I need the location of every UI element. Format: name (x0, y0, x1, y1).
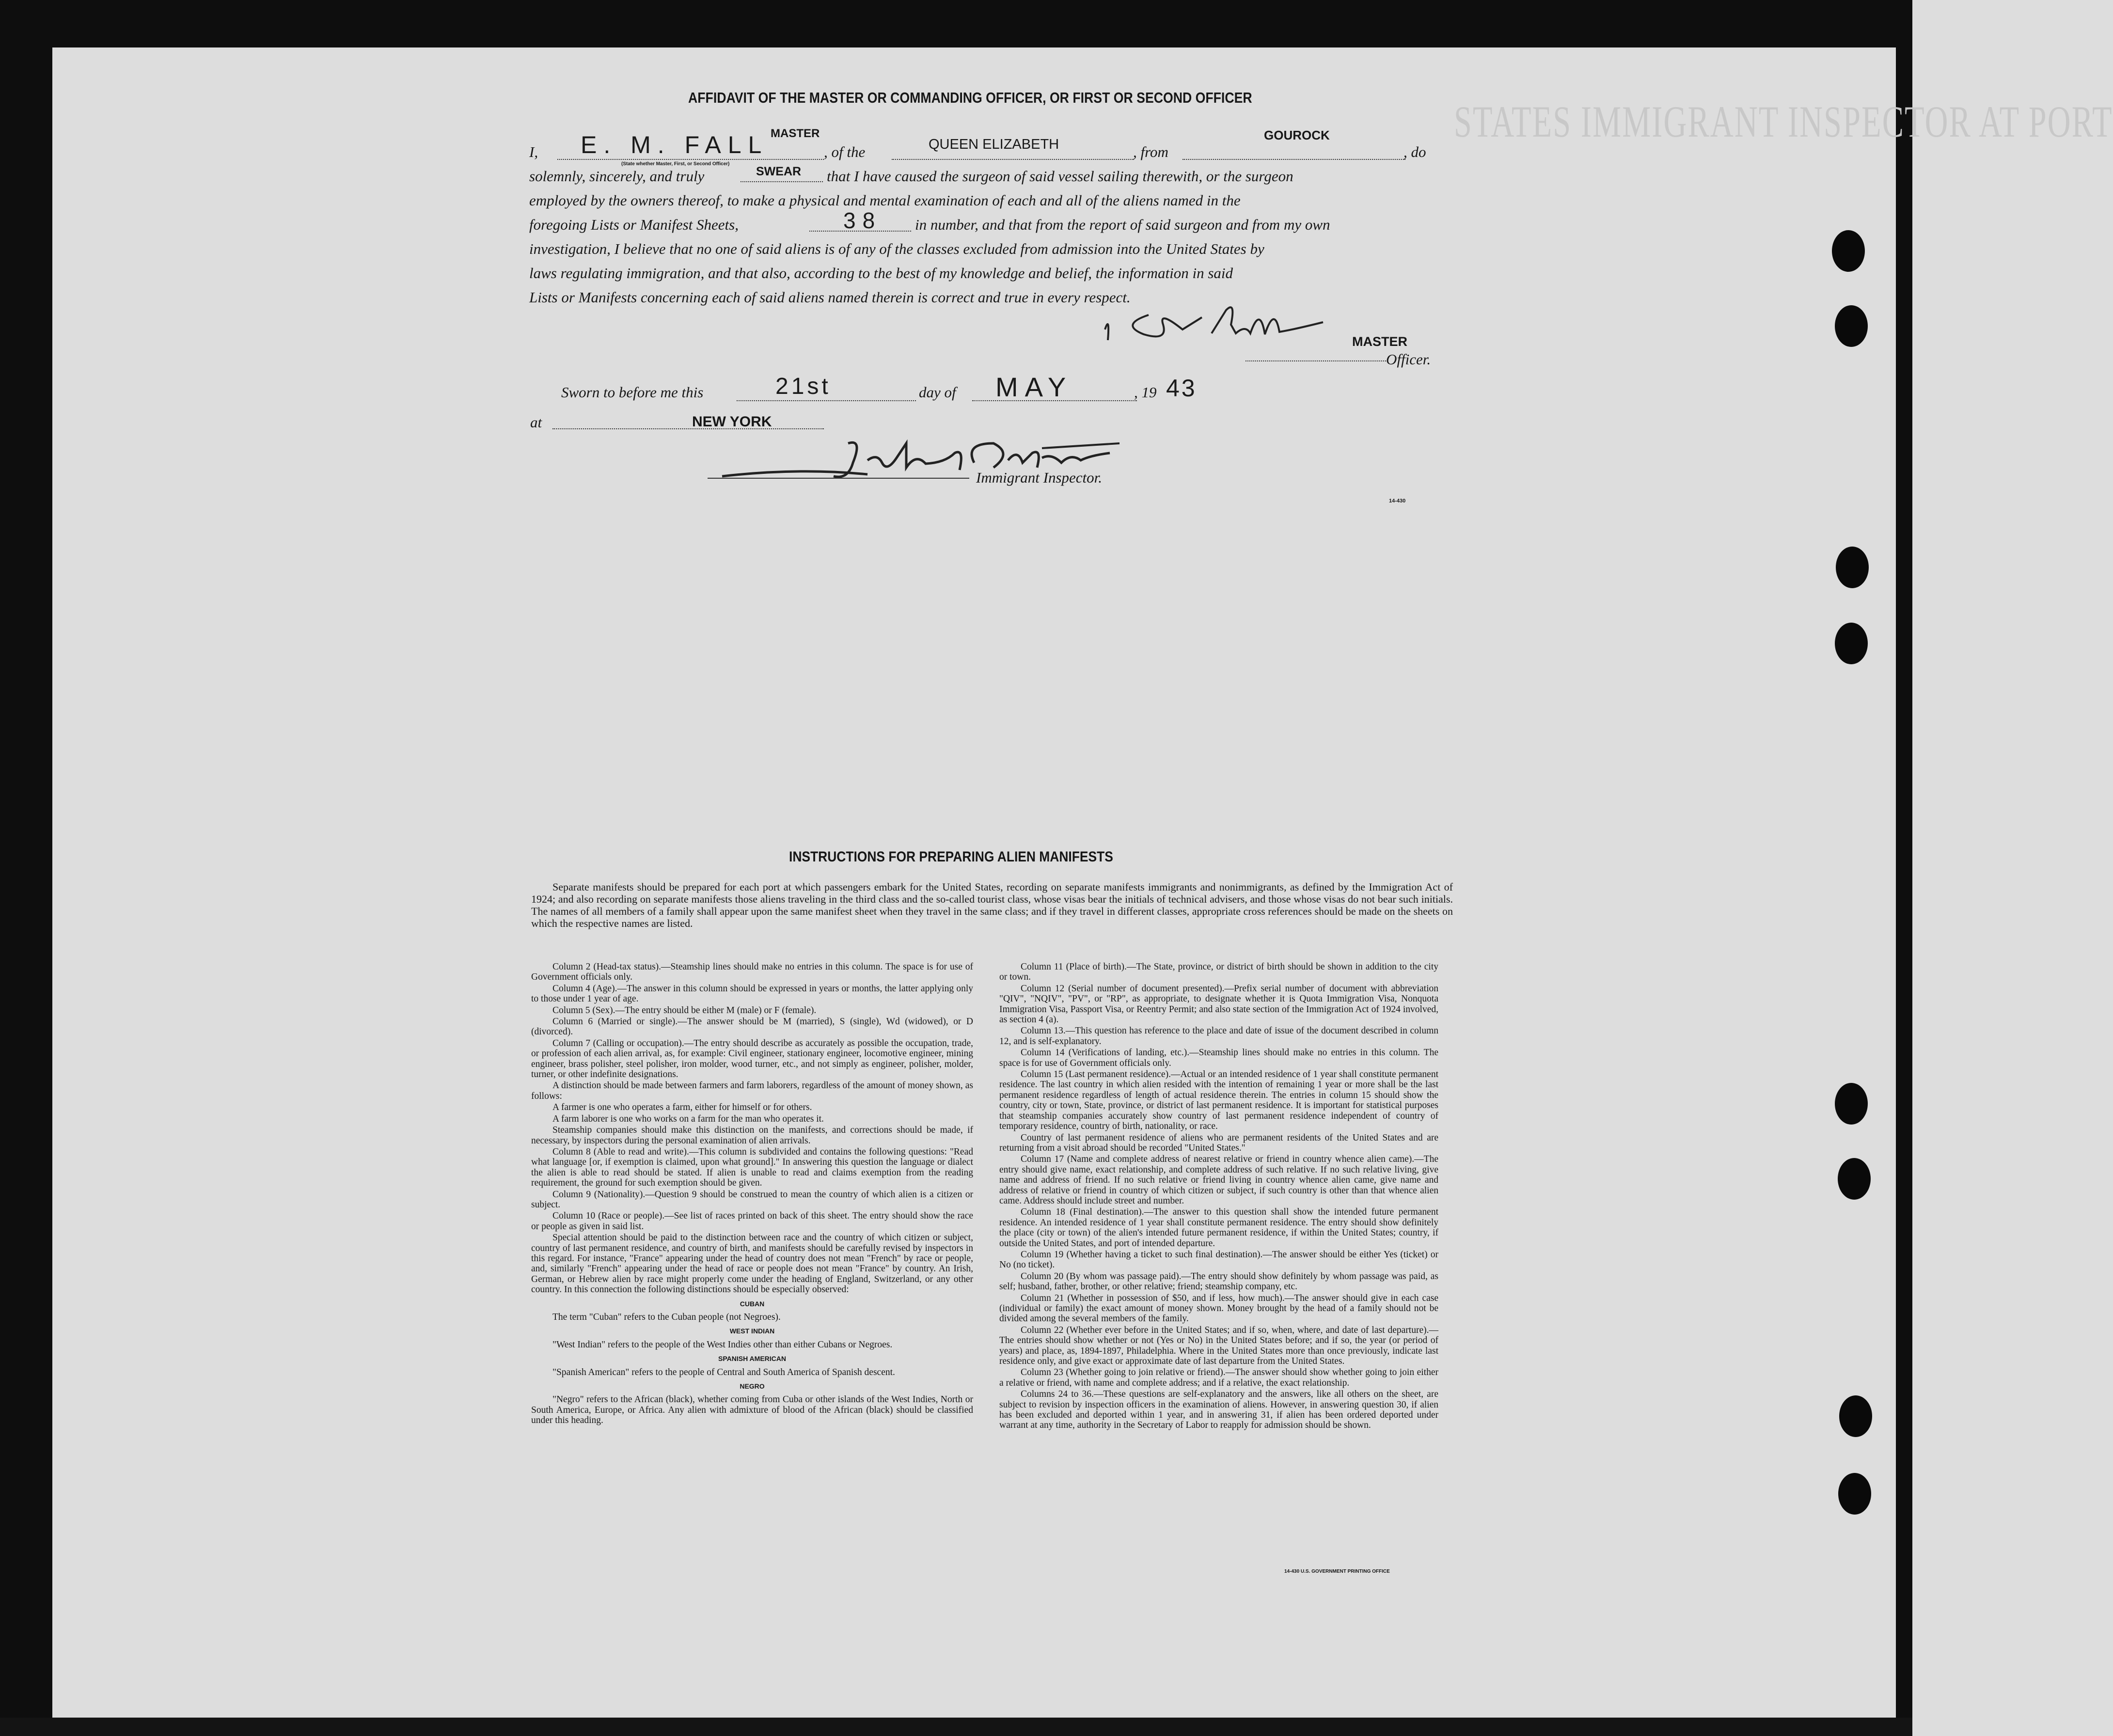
affidavit-line7: Lists or Manifests concerning each of said aliens named therein is correct and true in every respect. (529, 289, 1131, 306)
right-paragraph: Column 21 (Whether in possession of $50, and if less, how much).—The answer should give in each case (individual or family) the exact amount of money shown. Money brought by the head of a family should not be divided among the several members of the family. (999, 1293, 1438, 1324)
left-paragraph: Steamship companies should make this distinction on the manifests, and corrections should be made, if necessary, by inspectors during the personal examination of alien arrivals. (531, 1125, 973, 1146)
right-paragraph: Country of last permanent residence of aliens who are permanent residents of the United States and are returning from a visit abroad should be recorded "United States." (999, 1132, 1438, 1153)
instructions-intro (531, 881, 1453, 929)
month-line (972, 400, 1137, 401)
name-line (557, 159, 824, 160)
port-line (1183, 159, 1405, 160)
left-paragraph: Column 4 (Age).—The answer in this column should be expressed in years or months, the latter applying only to those under 1 year of age. (531, 983, 973, 1004)
cuban-definition: The term "Cuban" refers to the Cuban people (not Negroes). (552, 1312, 781, 1322)
heading-cuban: CUBAN (740, 1299, 765, 1308)
at-label: at (530, 414, 542, 431)
punch-hole-icon (1835, 623, 1868, 664)
signature-master (1090, 296, 1342, 349)
form-number: 14-430 (1389, 498, 1406, 504)
heading-west-indian: WEST INDIAN (729, 1327, 775, 1335)
instructions-left-column (531, 962, 973, 1427)
punch-hole-icon (1839, 1395, 1872, 1437)
right-paragraph: Column 18 (Final destination).—The answer to this question shall show the intended future permanent residence. An intended residence of 1 year shall constitute permanent residence. The entry should show definitely the place (city or town) of the alien's intended future permanent residence, if within the United States; country, if outside the United States, and port of intended departure. (999, 1207, 1438, 1249)
right-paragraph: Column 22 (Whether ever before in the United States; and if so, when, where, and date of last departure).—The entries should show whether or not (Yes or No) in the United States before; and if so, the year (or period of years) and place, as, 1894-1897, Philadelphia. Where in the United States more than once previously, indicate last residence only, and give exact or approximate date of last departure from the United States. (999, 1325, 1438, 1367)
left-paragraph: A farmer is one who operates a farm, either for himself or for others. (552, 1102, 812, 1113)
sworn-label: Sworn to before me this (561, 384, 704, 401)
from-label: , from (1133, 143, 1168, 160)
affidavit-line5: investigation, I believe that no one of said aliens is of any of the classes excluded from admission into the United States by (529, 240, 1264, 257)
left-paragraph: Special attention should be paid to the distinction between race and the country of which citizen or subject, country of last permanent residence, and country of birth, and manifests should be carefully revised by inspectors in this regard. For instance, "France" appearing under the head of country does not mean "French" by race or people, and, similarly "French" appearing under the head of race or people does not mean "France" by country. An Irish, German, or Hebrew alien by race might properly come under the heading of England, Switzerland, or any other country. In this connection the following distinctions should be especially observed: (531, 1233, 973, 1295)
affidavit-line4a: foregoing Lists or Manifest Sheets, (529, 216, 739, 233)
right-paragraph: Column 13.—This question has reference to the place and date of issue of the document described in column 12, and is self-explanatory. (999, 1026, 1438, 1047)
right-paragraph: Column 14 (Verifications of landing, etc.).—Steamship lines should make no entries in this column. The space is for use of Government officials only. (999, 1048, 1438, 1068)
do-label: , do (1403, 143, 1426, 160)
left-paragraph: Column 7 (Calling or occupation).—The entry should describe as accurately as possible the occupation, trade, or profession of each alien arrival, as, for example: Civil engineer, stationary engineer, locomotive engineer, mining engineer, brass polisher, steel polisher, iron molder, wood turner, etc., and not simply as engineer, polisher, molder, turner, or other indefinite designations. (531, 1038, 973, 1080)
sworn-year: 43 (1166, 375, 1197, 402)
right-paragraph: Column 17 (Name and complete address of nearest relative or friend in country whence alien came).—The entry should give name, exact relationship, and complete address of such relative. If no such relative living, give name and address of friend. If no such relative or friend living in country whence alien came, give name and address of relative or friend in country of which citizen or subject, if such country is other than that whence alien came. Address should include street and number. (999, 1154, 1438, 1206)
scan-border-right (1896, 0, 1912, 1736)
of-the-label: , of the (824, 143, 866, 160)
right-paragraph: Column 12 (Serial number of document presented).—Prefix serial number of document with abbreviation "QIV", "NQIV", "PV", or "RP", as appropriate, to designate whether it is Quota Immigration Visa, Nonquota Immigration Visa, Passport Visa, or Reentry Permit; and also state section of the Immigration Act of 1924 involved, as section 4 (a). (999, 983, 1438, 1025)
vessel-line (892, 159, 1134, 160)
heading-spanish-american: SPANISH AMERICAN (718, 1355, 786, 1363)
port-name: GOUROCK (1264, 128, 1330, 142)
scan-border-top (0, 0, 1912, 47)
left-paragraph: A distinction should be made between farmers and farm laborers, regardless of the amount of money shown, as follows: (531, 1080, 973, 1101)
affidavit-line2a: solemnly, sincerely, and truly (529, 168, 705, 185)
punch-hole-icon (1832, 230, 1865, 272)
vessel-name: QUEEN ELIZABETH (929, 137, 1059, 152)
right-paragraph: Column 19 (Whether having a ticket to such final destination).—The answer should be either Yes (ticket) or No (no ticket). (999, 1249, 1438, 1270)
scan-border-bottom (0, 1718, 1912, 1736)
affidavit-line2b: that I have caused the surgeon of said vessel sailing therewith, or the surgeon (827, 168, 1293, 185)
affidavit-pronoun: I, (529, 143, 538, 160)
officer-rank: MASTER (1352, 334, 1407, 349)
printing-office-footer: 14-430 U.S. GOVERNMENT PRINTING OFFICE (1284, 1569, 1390, 1574)
punch-hole-icon (1835, 305, 1868, 347)
right-paragraph: Columns 24 to 36.—These questions are self-explanatory and the answers, like all others on the sheet, are subject to revision by inspection officers in the examination of aliens. However, in answering question 30, if alien has been excluded and deported within 1 year, and in answering 31, if alien has been ordered deported under warrant at any time, authority in the Secretary of Labor to reapply for admission should be shown. (999, 1389, 1438, 1431)
instructions-right-column (999, 962, 1438, 1432)
left-paragraph: Column 9 (Nationality).—Question 9 should be construed to mean the country of which alien is a citizen or subject. (531, 1189, 973, 1210)
officer-label: Officer. (1386, 351, 1431, 368)
right-paragraph: Column 23 (Whether going to join relative or friend).—The answer should show whether going to join either a relative or friend, with name and complete address; and if a relative, the exact relationship. (999, 1367, 1438, 1388)
day-line (737, 400, 916, 401)
rank-stamp: MASTER (771, 127, 820, 140)
sworn-day: 21st (775, 374, 831, 399)
officer-line (1246, 360, 1386, 361)
left-paragraph: Column 6 (Married or single).—The answer should be M (married), S (single), Wd (widowed), or D (divorced). (531, 1017, 973, 1037)
punch-hole-icon (1835, 1083, 1868, 1125)
right-paragraph: Column 15 (Last permanent residence).—Actual or an intended residence of 1 year shall constitute permanent residence. The last country in which alien resided with the intention of remaining 1 year or more shall be the last permanent residence regardless of length of actual residence therein. The entries in column 15 should show the country, city or town, State, province, or district of last permanent residence. It is important for statistical purposes that steamship companies accurately show country of last permanent residence independent of country of temporary residence, country of birth, nationality, or race. (999, 1069, 1438, 1132)
day-of-label: day of (919, 384, 956, 401)
spanish-american-definition: "Spanish American" refers to the people of Central and South America of Spanish descent. (552, 1367, 895, 1377)
master-name: E. M. FALL (581, 131, 769, 158)
year-prefix: , 19 (1134, 384, 1157, 401)
scan-border-left (0, 0, 52, 1736)
rank-note: (State whether Master, First, or Second Officer) (621, 161, 730, 167)
negro-definition: "Negro" refers to the African (black), whether coming from Cuba or other islands of the West Indies, North or South America, Europe, or Africa. Any alien with admixture of blood of the African (black) should be classified under this heading. (531, 1394, 973, 1426)
sheet-count: 38 (843, 208, 882, 233)
punch-hole-icon (1836, 547, 1869, 588)
affidavit-title: AFFIDAVIT OF THE MASTER OR COMMANDING OFFICER, OR FIRST OR SECOND OFFICER (688, 89, 1252, 106)
left-paragraph: A farm laborer is one who works on a farm for the man who operates it. (552, 1113, 824, 1124)
heading-negro: NEGRO (740, 1382, 765, 1391)
right-paragraph: Column 11 (Place of birth).—The State, province, or district of birth should be shown in addition to the city or town. (999, 962, 1438, 983)
sworn-place: NEW YORK (692, 414, 772, 430)
left-paragraph: Column 10 (Race or people).—See list of races printed on back of this sheet. The entry should show the race or people as given in said list. (531, 1211, 973, 1232)
west-indian-definition: "West Indian" refers to the people of the West Indies other than either Cubans or Negroes. (552, 1339, 893, 1350)
inspector-line (708, 478, 969, 479)
oath-line (741, 181, 823, 182)
affidavit-line6: laws regulating immigration, and that also, according to the best of my knowledge and belief, the information in said (529, 265, 1233, 282)
sworn-month: MAY (995, 372, 1073, 402)
place-line (552, 428, 824, 429)
right-paragraph: Column 20 (By whom was passage paid).—The entry should show definitely by whom passage was paid, as self; husband, father, brother, or other relative; friend; steamship company, etc. (999, 1271, 1438, 1292)
intro-paragraph: Separate manifests should be prepared for each port at which passengers embark for the United States, recording on separate manifests immigrants and nonimmigrants, as defined by the Immigration Act of 1924; and also recording on separate manifests those aliens traveling in the third class and the so-called tourist class, whose visas bear the initials of technical advisers, and those whose visas do not bear such initials. The names of all members of a family shall appear upon the same manifest sheet when they travel in the same class; and if they travel in different classes, appropriate cross references should be made on the sheets on which the respective names are listed. (531, 881, 1453, 929)
bleed-through-text: STATES IMMIGRANT INSPECTOR AT PORT (1454, 97, 2113, 146)
left-paragraph: Column 2 (Head-tax status).—Steamship lines should make no entries in this column. The space is for use of Government officials only. (531, 962, 973, 983)
punch-hole-icon (1838, 1158, 1871, 1200)
left-paragraph: Column 8 (Able to read and write).—This column is subdivided and contains the following questions: "Read what language [or, if exemption is claimed, upon what ground]." In answering this question the language or dialect the alien is able to read should be stated. If alien is unable to read and claims exemption from the reading requirement, the ground for such exemption should be given. (531, 1146, 973, 1189)
punch-hole-icon (1838, 1473, 1871, 1515)
sheet-count-line (809, 231, 911, 232)
inspector-label: Immigrant Inspector. (976, 469, 1103, 486)
left-paragraph: Column 5 (Sex).—The entry should be either M (male) or F (female). (552, 1005, 817, 1016)
affidavit-line4b: in number, and that from the report of said surgeon and from my own (915, 216, 1330, 233)
affidavit-line3: employed by the owners thereof, to make a physical and mental examination of each and all of the aliens named in the (529, 192, 1241, 209)
oath-type: SWEAR (756, 165, 802, 178)
instructions-title: INSTRUCTIONS FOR PREPARING ALIEN MANIFESTS (789, 849, 1113, 865)
